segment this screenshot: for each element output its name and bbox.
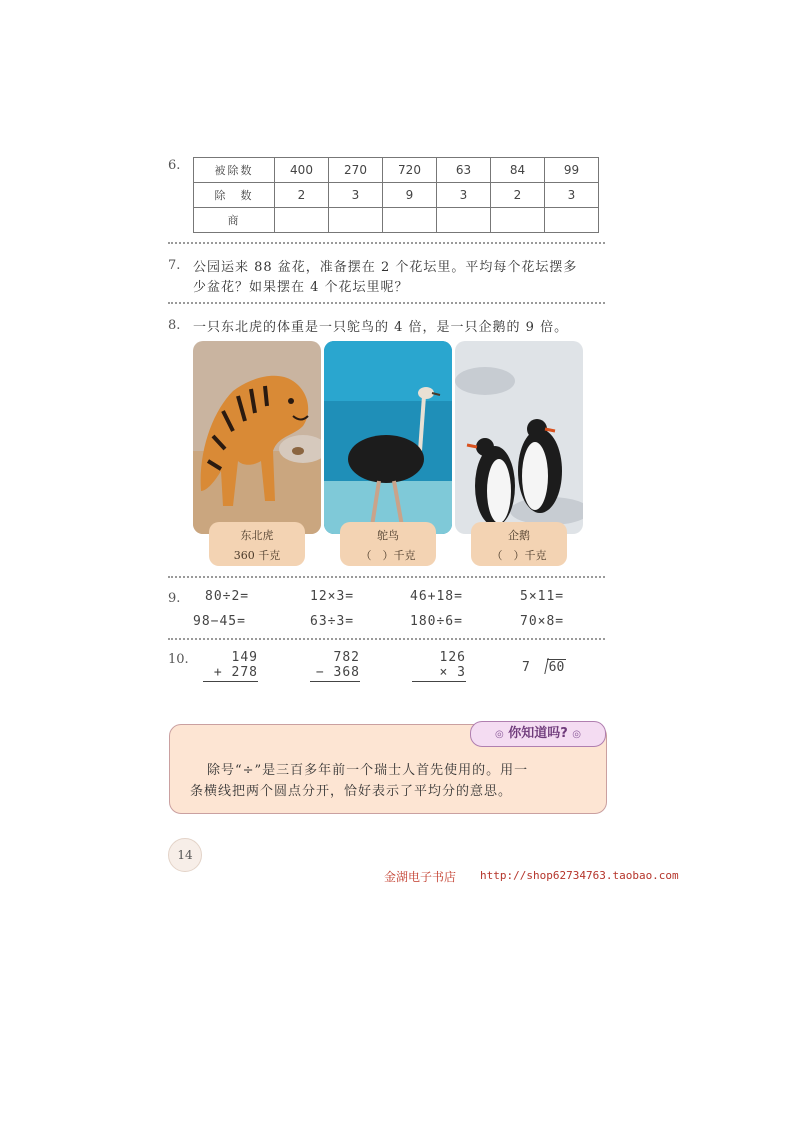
penguin-photo bbox=[455, 341, 583, 534]
table-cell: 3 bbox=[545, 183, 599, 208]
row-header-dividend: 被除数 bbox=[194, 158, 275, 183]
answer-cell[interactable] bbox=[383, 208, 437, 233]
divider bbox=[168, 638, 605, 640]
table-cell: 2 bbox=[275, 183, 329, 208]
divider bbox=[168, 242, 605, 244]
equation: 98−45= bbox=[193, 614, 246, 629]
question-number-6: 6. bbox=[168, 158, 181, 173]
addend-bottom: + 278 bbox=[213, 665, 258, 680]
long-division bbox=[522, 658, 566, 675]
vertical-subtraction bbox=[310, 650, 360, 682]
table-cell: 3 bbox=[329, 183, 383, 208]
question-number-8: 8. bbox=[168, 318, 181, 333]
page-number: 14 bbox=[168, 838, 202, 872]
equation: 12×3= bbox=[310, 589, 355, 604]
animal-weight: （ ）千克 bbox=[360, 549, 416, 562]
did-you-know-line-2: 条横线把两个圆点分开，恰好表示了平均分的意思。 bbox=[190, 784, 513, 799]
did-you-know-title bbox=[470, 721, 606, 747]
equation: 46+18= bbox=[410, 589, 463, 604]
ostrich-label bbox=[340, 522, 436, 566]
answer-cell[interactable] bbox=[491, 208, 545, 233]
equation: 80÷2= bbox=[205, 589, 250, 604]
table-row-dividend bbox=[194, 158, 599, 183]
table-row-divisor bbox=[194, 183, 599, 208]
table-cell: 9 bbox=[383, 183, 437, 208]
ostrich-photo bbox=[324, 341, 452, 534]
quotient-table bbox=[193, 157, 599, 233]
result-line bbox=[203, 681, 258, 682]
equation: 5×11= bbox=[520, 589, 565, 604]
table-cell: 99 bbox=[545, 158, 599, 183]
answer-cell[interactable] bbox=[545, 208, 599, 233]
equation: 70×8= bbox=[520, 614, 565, 629]
table-cell: 84 bbox=[491, 158, 545, 183]
bullet-icon: ◎ bbox=[494, 729, 504, 740]
animal-name: 东北虎 bbox=[240, 529, 274, 542]
answer-cell[interactable] bbox=[329, 208, 383, 233]
table-cell: 2 bbox=[491, 183, 545, 208]
table-cell: 63 bbox=[437, 158, 491, 183]
animal-name: 企鹅 bbox=[508, 529, 530, 542]
animal-name: 鸵鸟 bbox=[377, 529, 399, 542]
divider bbox=[168, 302, 605, 304]
vertical-multiplication bbox=[412, 650, 466, 682]
table-cell: 270 bbox=[329, 158, 383, 183]
bullet-icon: ◎ bbox=[572, 729, 582, 740]
multiplicand: 126 bbox=[439, 650, 466, 665]
tiger-photo bbox=[193, 341, 321, 534]
table-cell: 3 bbox=[437, 183, 491, 208]
animal-weight: 360 千克 bbox=[233, 549, 281, 562]
tiger-label bbox=[209, 522, 305, 566]
question-number-10: 10. bbox=[168, 652, 189, 667]
question-7-line-2: 少盆花？如果摆在 4 个花坛里呢？ bbox=[193, 280, 409, 295]
store-name: 金湖电子书店 bbox=[384, 870, 457, 884]
row-header-divisor: 除 数 bbox=[194, 183, 275, 208]
multiplier: × 3 bbox=[439, 665, 466, 680]
table-row-quotient bbox=[194, 208, 599, 233]
did-you-know-title-text: 你知道吗? bbox=[508, 726, 568, 741]
answer-cell[interactable] bbox=[437, 208, 491, 233]
table-cell: 720 bbox=[383, 158, 437, 183]
answer-cell[interactable] bbox=[275, 208, 329, 233]
minuend: 782 bbox=[333, 650, 360, 665]
dividend: 60 bbox=[548, 660, 565, 675]
result-line bbox=[412, 681, 466, 682]
store-url[interactable]: http://shop62734763.taobao.com bbox=[480, 869, 679, 882]
result-line bbox=[310, 681, 360, 682]
question-number-7: 7. bbox=[168, 258, 181, 273]
row-header-quotient: 商 bbox=[194, 208, 275, 233]
divider bbox=[168, 576, 605, 578]
addend-top: 149 bbox=[231, 650, 258, 665]
question-7-line-1: 公园运来 88 盆花，准备摆在 2 个花坛里。平均每个花坛摆多 bbox=[193, 260, 578, 275]
question-8-text: 一只东北虎的体重是一只鸵鸟的 4 倍，是一只企鹅的 9 倍。 bbox=[193, 320, 569, 335]
divisor: 7 bbox=[522, 660, 530, 675]
penguin-label bbox=[471, 522, 567, 566]
equation: 180÷6= bbox=[410, 614, 463, 629]
equation: 63÷3= bbox=[310, 614, 355, 629]
did-you-know-line-1: 除号“÷”是三百多年前一个瑞士人首先使用的。用一 bbox=[207, 763, 529, 778]
animal-weight: （ ）千克 bbox=[491, 549, 547, 562]
question-number-9: 9. bbox=[168, 591, 181, 606]
subtrahend: − 368 bbox=[315, 665, 360, 680]
table-cell: 400 bbox=[275, 158, 329, 183]
vertical-addition bbox=[203, 650, 258, 682]
